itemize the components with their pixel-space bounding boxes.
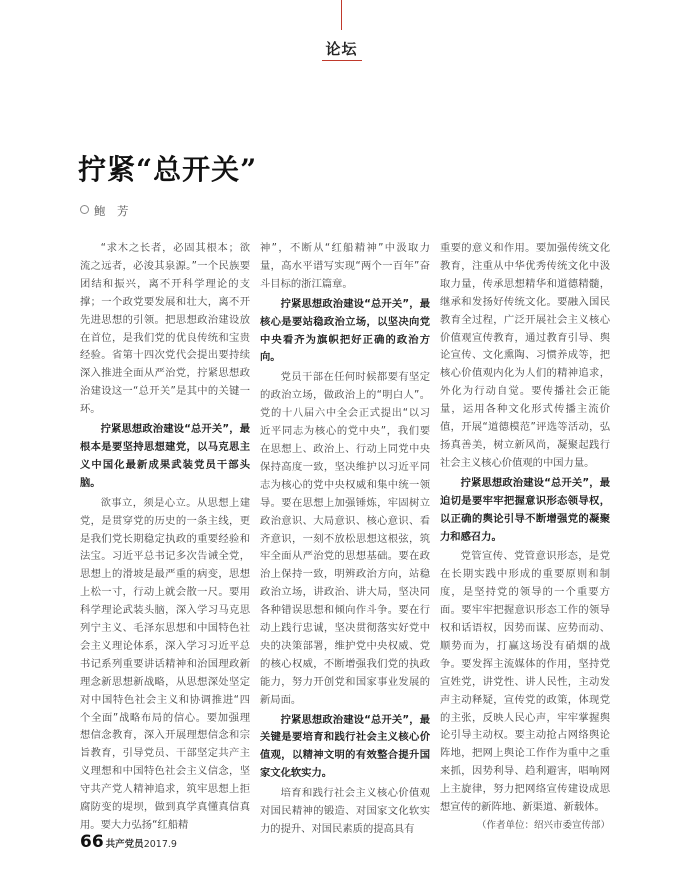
paragraph: “求木之长者，必固其根本；欲流之远者，必浚其泉源。”一个民族要团结和振兴，离不开科学理论的支撑；一个政党要发展和壮大，离不开先进思想的引领。把思想政治建设放在首位，是我们党的优良传统和宝贵经验。省第十四次党代会提出要持续深入推进全面从严治党，拧紧思想政治建设这一“总开关”是其中的关键一环。 bbox=[80, 242, 250, 416]
author-name: 鲍 芳 bbox=[94, 204, 129, 218]
author-affiliation: （作者单位：绍兴市委宣传部） bbox=[476, 820, 610, 831]
column-3 bbox=[440, 240, 610, 835]
section-heading: 拧紧思想政治建设“总开关”，最核心是要站稳政治立场，以坚决向党中央看齐为旗帜把好正确的政治方向。 bbox=[260, 297, 430, 364]
section-heading: 拧紧思想政治建设“总开关”，最关键是要培育和践行社会主义核心价值观，以精神文明的有效整合提升国家文化软实力。 bbox=[260, 713, 430, 780]
magazine-name: 共产党员 bbox=[105, 839, 144, 850]
paragraph: 欲事立，须是心立。从思想上建党，是贯穿党的历史的一条主线，更是我们党长期稳定执政的重要经验和法宝。习近平总书记多次告诫全党，思想上的滑坡是最严重的病变，思想上松一寸，行动上就会散一尺。要用科学理论武装头脑，深入学习马克思列宁主义、毛泽东思想和中国特色社会主义理论体系，深入学习习近平总书记系列重要讲话精神和治国理政新理念新思想新战略，从思想深处坚定对中国特色社会主义和协调推进“四个全面”战略布局的信心。要加强理想信念教育，深入开展理想信念和宗旨教育，引导党员、干部坚定共产主义理想和中国特色社会主义信念，坚守共产党人精神追求，筑牢思想上拒腐防变的堤坝，做到真学真懂真信真用。要大力弘扬“红船精 bbox=[80, 496, 250, 831]
page-number: 66 bbox=[80, 832, 104, 852]
page-footer bbox=[80, 832, 177, 852]
author-line bbox=[80, 203, 129, 219]
top-divider-line bbox=[341, 0, 342, 30]
section-heading: 拧紧思想政治建设“总开关”，最根本是要坚持思想建党，以马克思主义中国化最新成果武装党员干部头脑。 bbox=[80, 423, 250, 489]
column-1 bbox=[80, 240, 250, 835]
article-title: 拧紧“总开关” bbox=[78, 153, 258, 186]
column-2 bbox=[260, 240, 430, 839]
section-underline bbox=[322, 60, 362, 61]
issue-number: 2017.9 bbox=[143, 839, 177, 850]
paragraph: 党管宣传、党管意识形态，是党在长期实践中形成的重要原则和制度，是坚持党的领导的一个重要方面。要牢牢把握意识形态工作的领导权和话语权，因势而谋、应势而动、顺势而为，打赢这场没有硝烟的战争。要发挥主流媒体的作用，坚持党宣姓党，讲党性、讲人民性，主动发声主动释疑，宣传党的政策，体现党的主张，反映人民心声，牢牢掌握舆论引导主动权。要主动抢占网络舆论阵地，把网上舆论工作作为重中之重来抓，因势利导、趋利避害，唱响网上主旋律，努力把网络宣传建设成思想宣传的新阵地、新渠道、新载体。 bbox=[440, 550, 610, 814]
paragraph: 党员干部在任何时候都要有坚定的政治立场，做政治上的“明白人”。党的十八届六中全会正式提出“以习近平同志为核心的党中央”，我们要在思想上、政治上、行动上同党中央保持高度一致，坚决维护以习近平同志为核心的党中央权威和集中统一领导。要在思想上加强锤炼，牢固树立政治意识、大局意识、核心意识、看齐意识，一刻不放松思想这根弦，筑牢全面从严治党的思想基础。要在政治上保持一致，明辨政治方向，站稳政治立场，讲政治、讲大局，坚决同各种错误思想和倾向作斗争。要在行动上践行忠诚，坚决贯彻落实好党中央的决策部署，维护党中央权威、党的核心权威，不断增强我们党的执政能力，努力开创党和国家事业发展的新局面。 bbox=[260, 371, 430, 706]
section-label: 论坛 bbox=[325, 40, 358, 58]
author-bullet-icon bbox=[80, 205, 89, 214]
paragraph: 神”，不断从“红船精神”中汲取力量，高水平谱写实现“两个一百年”奋斗目标的浙江篇章。 bbox=[260, 242, 430, 290]
paragraph: 培育和践行社会主义核心价值观对国民精神的锻造、对国家文化软实力的提升、对国民素质的提高具有 bbox=[260, 787, 430, 835]
section-heading: 拧紧思想政治建设“总开关”，最迫切是要牢牢把握意识形态领导权，以正确的舆论引导不断增强党的凝聚力和感召力。 bbox=[440, 476, 610, 543]
paragraph: 重要的意义和作用。要加强传统文化教育，注重从中华优秀传统文化中汲取力量，传承思想精华和道德精髓，继承和发扬好传统文化。要融入国民教育全过程，广泛开展社会主义核心价值观宣传教育，通过教育引导、舆论宣传、文化熏陶、习惯养成等，把核心价值观内化为人们的精神追求，外化为行动自觉。要传播社会正能量，运用各种文化形式传播主流价值，开展“道德模范”评选等活动，弘扬真善美，树立新风尚，凝聚起践行社会主义核心价值观的中国力量。 bbox=[440, 242, 610, 469]
